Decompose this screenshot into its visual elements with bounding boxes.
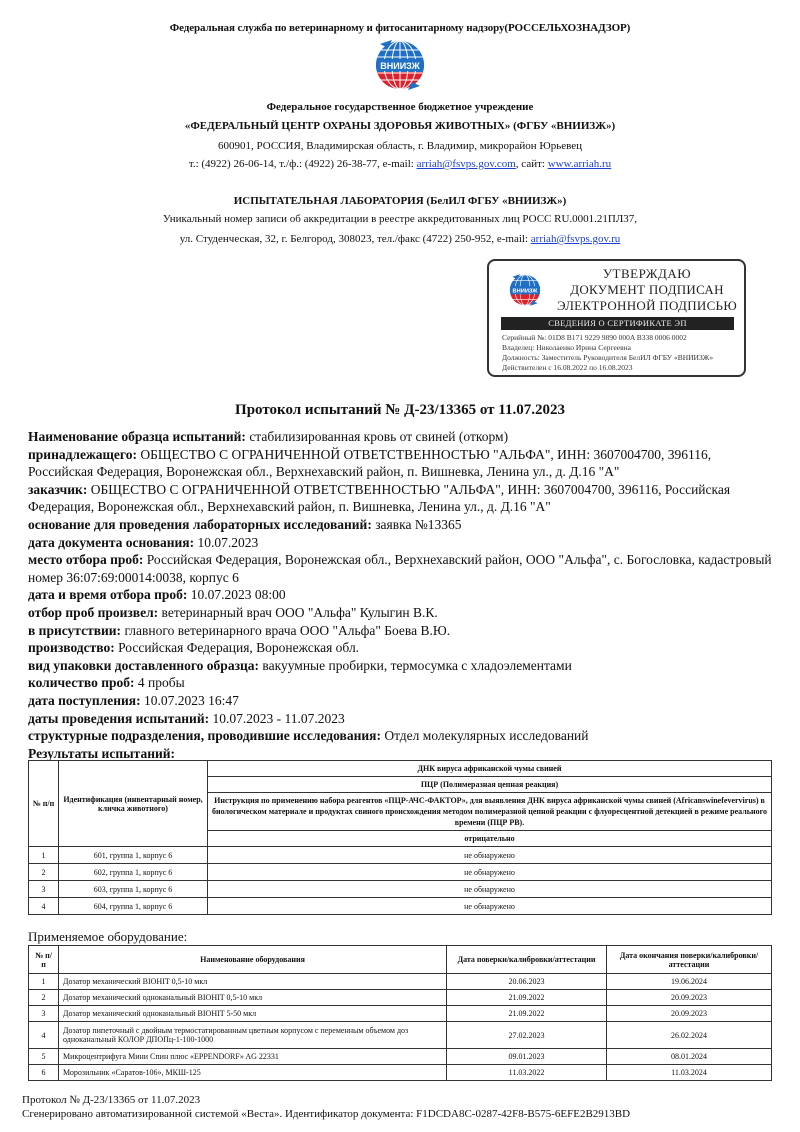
- footer-generated-by: Сгенерировано автоматизированной системой «Веста». Идентификатор документа: F1DCDA8C-0287-42F8-B575-6EFE2B2913BD: [22, 1108, 631, 1120]
- org-site-link[interactable]: www.arriah.ru: [547, 158, 612, 170]
- equip-name: Морозильник «Саратов-106», МКШ-125: [59, 1065, 447, 1081]
- stamp-owner: Владелец: Николаенко Ирина Сергеевна: [502, 343, 631, 352]
- field-customer: заказчик: ОБЩЕСТВО С ОГРАНИЧЕННОЙ ОТВЕТСТВЕННОСТЬЮ "АЛЬФА", ИНН: 3607004700, 396116, Российская Федерация, Воронежская обл., Верхнехавский район, п. Вишневка, Ленина ул., д. Д.16 "А": [28, 481, 731, 515]
- stamp-position: Должность: Заместитель Руководителя БелИЛ ФГБУ «ВНИИЗЖ»: [502, 353, 714, 362]
- equip-date: 21.09.2022: [447, 1006, 607, 1022]
- org-site-label: , сайт:: [515, 158, 548, 170]
- field-departments: структурные подразделения, проводившие исследования: Отдел молекулярных исследований: [28, 728, 589, 744]
- row-result: не обнаружено: [208, 881, 772, 898]
- equip-num: 5: [29, 1049, 59, 1065]
- equip-end: 11.03.2024: [607, 1065, 772, 1081]
- lab-email-link[interactable]: arriah@fsvps.gov.ru: [530, 233, 621, 245]
- equip-date: 27.02.2023: [447, 1022, 607, 1049]
- table-row: [29, 1049, 772, 1065]
- agency-header: Федеральная служба по ветеринарному и фитосанитарному надзору(РОССЕЛЬХОЗНАДЗОР): [169, 22, 631, 34]
- field-sampling-datetime: дата и время отбора проб: 10.07.2023 08:00: [28, 587, 286, 603]
- equip-name: Микроцентрифуга Мини Спин плюс «EPPENDORF» AG 22331: [59, 1049, 447, 1065]
- stamp-serial: Серийный №: 01D8 B171 9229 9890 000A B338 0006 0002: [502, 333, 687, 342]
- results-col-id: Идентификация (инвентарный номер, кличка животного): [59, 761, 208, 847]
- org-type: Федеральное государственное бюджетное учреждение: [266, 101, 534, 113]
- equipment-heading: Применяемое оборудование:: [28, 929, 188, 944]
- lab-address: [0, 233, 800, 245]
- stamp-logo-icon: [501, 269, 549, 311]
- results-analyte: ДНК вируса африканской чумы свиней: [208, 761, 772, 777]
- equipment-table: [28, 945, 772, 1081]
- org-address: 600901, РОССИЯ, Владимирская область, г. Владимир, микрорайон Юрьевец: [218, 140, 582, 152]
- equip-num: 3: [29, 1006, 59, 1022]
- row-id: 601, группа 1, корпус 6: [59, 847, 208, 864]
- field-sample-name: Наименование образца испытаний: стабилизированная кровь от свиней (откорм): [28, 429, 509, 444]
- stamp-signed: ДОКУМЕНТ ПОДПИСАН: [570, 282, 724, 297]
- equip-name: Дозатор механический одноканальный BIOHIT 0,5-10 мкл: [59, 990, 447, 1006]
- equip-col-date: Дата поверки/калибровки/аттестации: [447, 946, 607, 974]
- equip-num: 6: [29, 1065, 59, 1081]
- equip-date: 20.06.2023: [447, 974, 607, 990]
- field-production: производство: Российская Федерация, Воронежская обл.: [28, 640, 360, 656]
- lab-accreditation: Уникальный номер записи об аккредитации в реестре аккредитованных лиц РОСС RU.0001.21ПЛ37,: [162, 213, 638, 225]
- equip-col-num: № п/п: [29, 946, 59, 974]
- equip-name: Дозатор механический одноканальный BIOHIT 5-50 мкл: [59, 1006, 447, 1022]
- svg-text:ВНИИЗЖ: ВНИИЗЖ: [512, 288, 538, 295]
- org-phones: т.: (4922) 26-06-14, т./ф.: (4922) 26-38-77, e-mail:: [188, 158, 417, 170]
- equip-end: 20.09.2023: [607, 990, 772, 1006]
- results-table: [28, 760, 772, 915]
- field-owner: принадлежащего: ОБЩЕСТВО С ОГРАНИЧЕННОЙ ОТВЕТСТВЕННОСТЬЮ "АЛЬФА", ИНН: 3607004700, 396116, Российская Федерация, Воронежская обл., Верхнехавский район, п. Вишневка, Ленина ул., д. Д.16 "А": [28, 446, 712, 480]
- equip-end: 19.06.2024: [607, 974, 772, 990]
- table-row: [29, 881, 772, 898]
- equip-date: 21.09.2022: [447, 990, 607, 1006]
- org-contacts: [0, 158, 800, 170]
- table-row: [29, 1065, 772, 1081]
- field-sampling-place: место отбора проб: Российская Федерация, Воронежская обл., Верхнехавский район, ООО "Альфа", с. Богословка, кадастровый номер 36:07:69:00014:0038, корпус 6: [28, 552, 772, 585]
- equip-num: 1: [29, 974, 59, 990]
- row-id: 602, группа 1, корпус 6: [59, 864, 208, 881]
- stamp-electronic: ЭЛЕКТРОННОЙ ПОДПИСЬЮ: [557, 298, 737, 313]
- equip-date: 09.01.2023: [447, 1049, 607, 1065]
- equip-date: 11.03.2022: [447, 1065, 607, 1081]
- row-result: не обнаружено: [208, 898, 772, 915]
- footer-protocol-ref: Протокол № Д-23/13365 от 11.07.2023: [22, 1094, 201, 1106]
- row-result: не обнаружено: [208, 847, 772, 864]
- protocol-fields: [28, 428, 778, 762]
- protocol-title: Протокол испытаний № Д-23/13365 от 11.07.2023: [235, 402, 565, 418]
- field-sample-count: количество проб: 4 пробы: [28, 675, 185, 691]
- equip-end: 26.02.2024: [607, 1022, 772, 1049]
- equip-col-name: Наименование оборудования: [59, 946, 447, 974]
- results-instruction: Инструкция по применению набора реагентов «ПЦР-АЧС-ФАКТОР», для выявления ДНК вируса африканской чумы свиней (Africanswinefevervirus) в биологическом материале и продуктах свиного происхождения методом полимеразной цепной реакции с флуоресцентной детекцией в режиме реального времени (ПЦР РВ).: [208, 793, 772, 831]
- row-id: 604, группа 1, корпус 6: [59, 898, 208, 915]
- equip-num: 4: [29, 1022, 59, 1049]
- equip-name: Дозатор пипеточный с двойным термостатированным цветным корпусом с переменным объемом доз одноканальный КОЛОР ДПОПц-1-100-1000: [59, 1022, 447, 1049]
- svg-text:ВНИИЗЖ: ВНИИЗЖ: [380, 61, 420, 71]
- stamp-approve: УТВЕРЖДАЮ: [602, 266, 692, 281]
- lab-address-text: ул. Студенческая, 32, г. Белгород, 308023, тел./факс (4722) 250-952, e-mail:: [179, 233, 531, 245]
- field-basis-date: дата документа основания: 10.07.2023: [28, 534, 259, 550]
- row-result: не обнаружено: [208, 864, 772, 881]
- org-email-link[interactable]: arriah@fsvps.gov.com: [416, 158, 516, 170]
- results-norm: отрицательно: [208, 831, 772, 847]
- table-row: [29, 847, 772, 864]
- equip-num: 2: [29, 990, 59, 1006]
- row-num: 3: [29, 881, 59, 898]
- stamp-validity: Действителен с 16.08.2022 по 16.08.2023: [502, 363, 633, 372]
- table-row: [29, 1022, 772, 1049]
- row-num: 4: [29, 898, 59, 915]
- row-num: 1: [29, 847, 59, 864]
- field-packaging: вид упаковки доставленного образца: вакуумные пробирки, термосумка с хладоэлементами: [28, 657, 572, 673]
- results-method: ПЦР (Полимеразная цепная реакция): [208, 777, 772, 793]
- equip-end: 08.01.2024: [607, 1049, 772, 1065]
- field-sampled-by: отбор проб произвел: ветеринарный врач ООО "Альфа" Кулыгин В.К.: [28, 604, 438, 620]
- table-row: [29, 1006, 772, 1022]
- field-in-presence: в присутствии: главного ветеринарного врача ООО "Альфа" Боева В.Ю.: [28, 622, 451, 638]
- field-receipt-date: дата поступления: 10.07.2023 16:47: [28, 692, 239, 708]
- stamp-cert-bar: СВЕДЕНИЯ О СЕРТИФИКАТЕ ЭП: [501, 317, 734, 330]
- vniizzh-logo-icon: [362, 36, 438, 94]
- equip-name: Дозатор механический BIOHIT 0,5-10 мкл: [59, 974, 447, 990]
- results-heading: Результаты испытаний:: [28, 745, 176, 761]
- row-num: 2: [29, 864, 59, 881]
- field-test-dates: даты проведения испытаний: 10.07.2023 - 11.07.2023: [28, 710, 345, 726]
- row-id: 603, группа 1, корпус 6: [59, 881, 208, 898]
- table-row: [29, 898, 772, 915]
- equip-col-end: Дата окончания поверки/калибровки/аттестации: [607, 946, 772, 974]
- results-col-num: № п/п: [29, 761, 59, 847]
- table-row: [29, 990, 772, 1006]
- org-name: «ФЕДЕРАЛЬНЫЙ ЦЕНТР ОХРАНЫ ЗДОРОВЬЯ ЖИВОТНЫХ» (ФГБУ «ВНИИЗЖ»): [184, 120, 616, 132]
- table-row: [29, 864, 772, 881]
- lab-name: ИСПЫТАТЕЛЬНАЯ ЛАБОРАТОРИЯ (БелИЛ ФГБУ «ВНИИЗЖ»): [233, 195, 567, 207]
- e-signature-stamp: [487, 259, 746, 377]
- equip-end: 20.09.2023: [607, 1006, 772, 1022]
- table-row: [29, 974, 772, 990]
- field-basis: основание для проведения лабораторных исследований: заявка №13365: [28, 516, 462, 532]
